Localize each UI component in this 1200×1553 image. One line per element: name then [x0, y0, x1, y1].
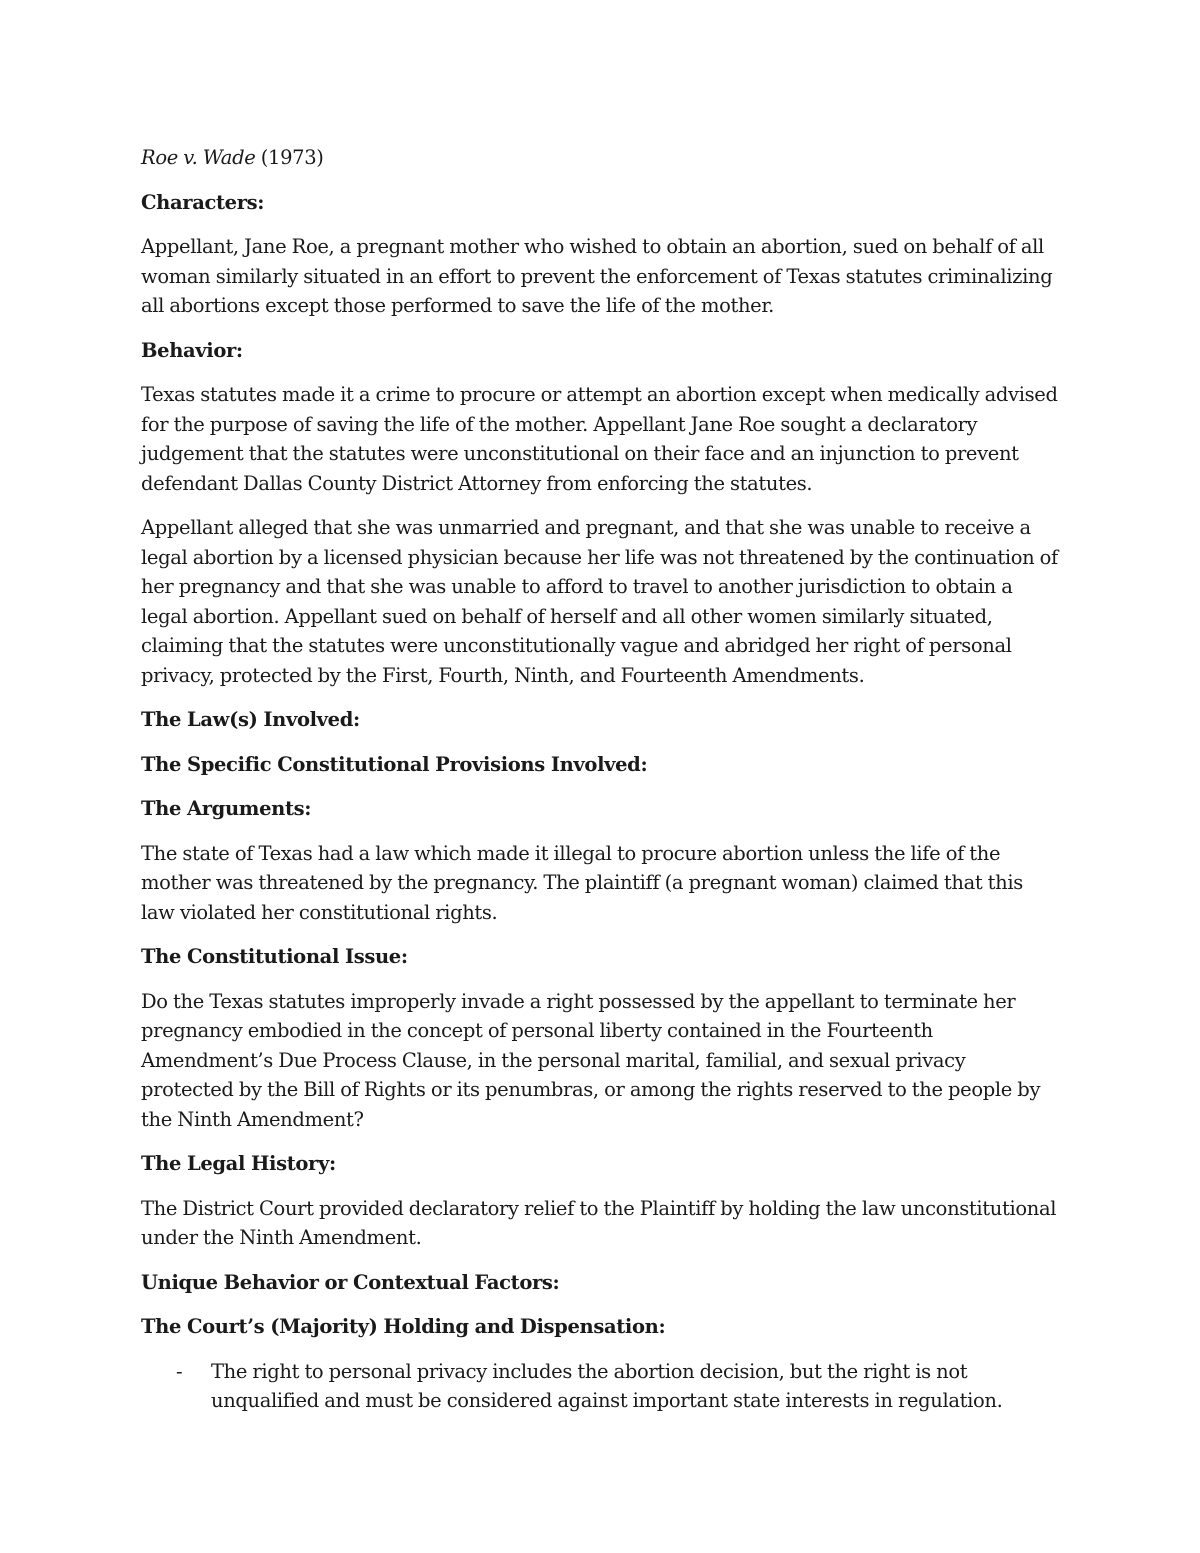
- heading-legal-history: The Legal History:: [141, 1152, 336, 1175]
- paragraph-behavior-1: Texas statutes made it a crime to procure or attempt an abortion except when medically advised for the purpose of saving the life of the mother. Appellant Jane Roe sought a declaratory judgement that the statutes were unconstitutional on their face and an injunction to prevent defendant Dallas County District Attorney from enforcing the statutes.: [141, 383, 1058, 495]
- case-name: Roe v. Wade: [141, 146, 256, 169]
- list-item-text: The right to personal privacy includes the abortion decision, but the right is not unqualified and must be considered against important state interests in regulation.: [211, 1359, 1003, 1412]
- paragraph-arguments: The state of Texas had a law which made it illegal to procure abortion unless the life of the mother was threatened by the pregnancy. The plaintiff (a pregnant woman) claimed that this law violated her constitutional rights.: [141, 841, 1023, 924]
- paragraph-characters: Appellant, Jane Roe, a pregnant mother who wished to obtain an abortion, sued on behalf of all woman similarly situated in an effort to prevent the enforcement of Texas statutes criminalizing all abortions except those performed to save the life of the mother.: [141, 235, 1053, 317]
- document-title: [141, 143, 1059, 173]
- heading-behavior: Behavior:: [141, 338, 243, 362]
- heading-characters: Characters:: [141, 190, 265, 214]
- list-item: [141, 1357, 1059, 1416]
- paragraph-behavior-2: Appellant alleged that she was unmarried and pregnant, and that she was unable to receive a legal abortion by a licensed physician because her life was not threatened by the continuation of her pregnancy and that she was unable to afford to travel to another jurisdiction to obtain a legal abortion. Appellant sued on behalf of herself and all other women similarly situated, claiming that the statutes were unconstitutionally vague and abridged her right of personal privacy, protected by the First, Fourth, Ninth, and Fourteenth Amendments.: [141, 516, 1058, 687]
- heading-laws-involved: The Law(s) Involved:: [141, 708, 360, 731]
- case-year: (1973): [260, 146, 324, 169]
- holding-list: [141, 1357, 1059, 1416]
- heading-constitutional-issue: The Constitutional Issue:: [141, 945, 408, 968]
- heading-court-holding: The Court’s (Majority) Holding and Dispensation:: [141, 1315, 666, 1338]
- paragraph-constitutional-issue: Do the Texas statutes improperly invade a right possessed by the appellant to terminate her pregnancy embodied in the concept of personal liberty contained in the Fourteenth Amendment’s Due Process Clause, in the personal marital, familial, and sexual privacy protected by the Bill of Rights or its penumbras, or among the rights reserved to the people by the Ninth Amendment?: [141, 989, 1041, 1131]
- paragraph-legal-history: The District Court provided declaratory relief to the Plaintiff by holding the law unconstitutional under the Ninth Amendment.: [141, 1196, 1057, 1249]
- heading-unique-factors: Unique Behavior or Contextual Factors:: [141, 1270, 560, 1294]
- document-body: [141, 143, 1059, 1416]
- heading-arguments: The Arguments:: [141, 797, 312, 820]
- dash-bullet-icon: -: [176, 1359, 183, 1383]
- heading-constitutional-provisions: The Specific Constitutional Provisions Involved:: [141, 752, 648, 776]
